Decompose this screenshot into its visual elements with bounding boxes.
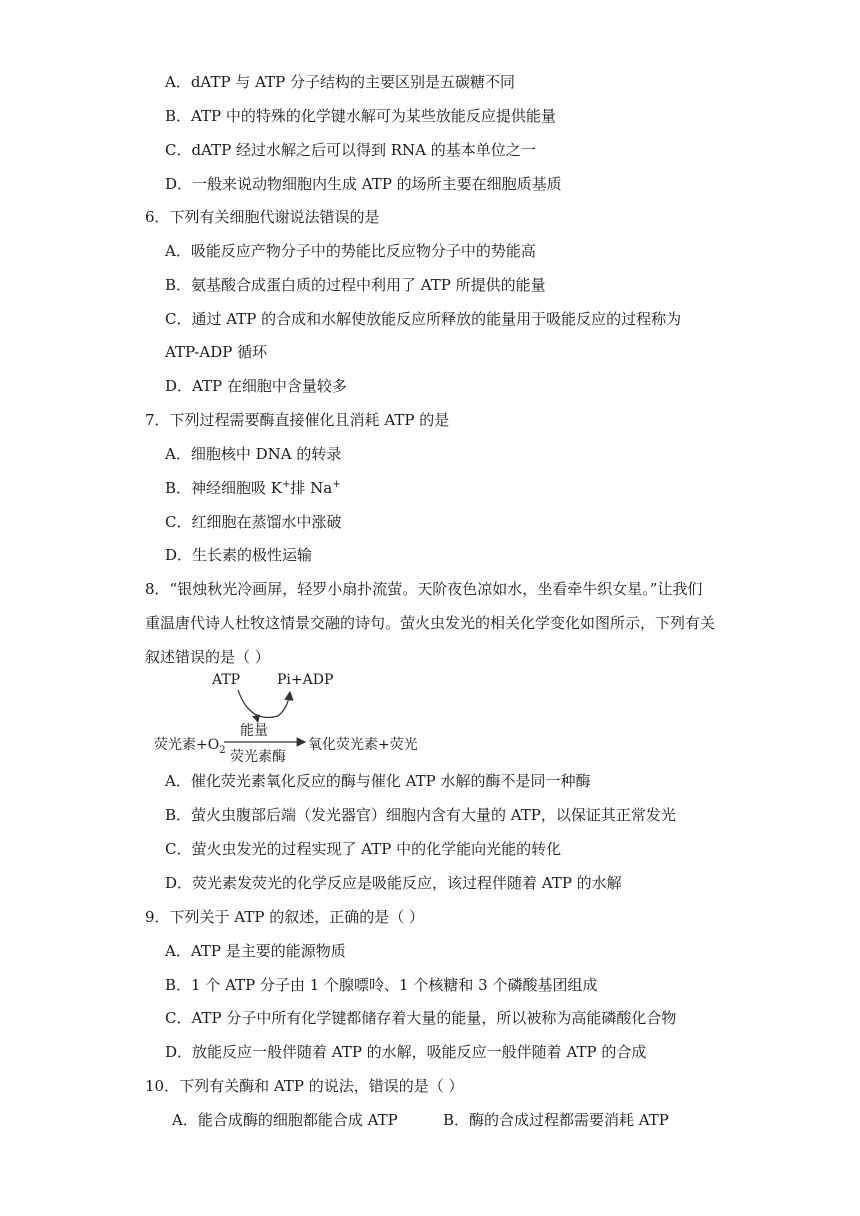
q8-stem-line-2: 重温唐代诗人杜牧这情景交融的诗句。萤火虫发光的相关化学变化如图所示，下列有关 (145, 614, 716, 632)
superscript-plus: + (282, 479, 291, 490)
q6-option-c-continued: ATP-ADP 循环 (165, 343, 268, 361)
diagram-pi-adp-label: Pi+ADP (277, 672, 334, 688)
q7-option-d: D．生长素的极性运输 (165, 546, 313, 564)
q10-stem: 10．下列有关酶和 ATP 的说法，错误的是（ ） (145, 1077, 464, 1095)
q7-b-text-1: B．神经细胞吸 K (165, 479, 282, 497)
diagram-energy-label: 能量 (240, 723, 268, 739)
diagram-right-products: 氧化荧光素+荧光 (308, 737, 418, 753)
q7-option-a: A．细胞核中 DNA 的转录 (165, 445, 342, 463)
q7-option-c: C．红细胞在蒸馏水中涨破 (165, 513, 342, 531)
q8-option-d: D．荧光素发荧光的化学反应是吸能反应，该过程伴随着 ATP 的水解 (165, 874, 622, 892)
diagram-luciferin-o2: 荧光素+O (154, 737, 220, 753)
q7-b-text-2: 排 Na (290, 479, 333, 497)
diagram-left-reactants (154, 734, 226, 754)
q6-option-a: A．吸能反应产物分子中的势能比反应物分子中的势能高 (165, 242, 536, 260)
q9-stem: 9．下列关于 ATP 的叙述，正确的是（ ） (145, 908, 424, 926)
superscript-plus: + (332, 479, 341, 490)
q9-option-d: D．放能反应一般伴随着 ATP 的水解，吸能反应一般伴随着 ATP 的合成 (165, 1043, 647, 1061)
q5-option-c: C．dATP 经过水解之后可以得到 RNA 的基本单位之一 (165, 141, 536, 159)
q6-option-d: D．ATP 在细胞中含量较多 (165, 377, 347, 395)
q5-option-d: D．一般来说动物细胞内生成 ATP 的场所主要在细胞质基质 (165, 175, 562, 193)
q6-option-b: B．氨基酸合成蛋白质的过程中利用了 ATP 所提供的能量 (165, 276, 546, 294)
q6-stem: 6．下列有关细胞代谢说法错误的是 (145, 208, 380, 226)
q8-option-b: B．萤火虫腹部后端（发光器官）细胞内含有大量的 ATP，以保证其正常发光 (165, 806, 676, 824)
q7-option-b (165, 478, 341, 498)
q7-stem: 7．下列过程需要酶直接催化且消耗 ATP 的是 (145, 411, 450, 429)
q8-option-a: A．催化荧光素氧化反应的酶与催化 ATP 水解的酶不是同一种酶 (165, 772, 591, 790)
q8-stem-line-3: 叙述错误的是（ ） (145, 648, 270, 666)
q8-stem-line-1: 8．“银烛秋光冷画屏，轻罗小扇扑流萤。天阶夜色凉如水，坐看牵牛织女星。”让我们 (145, 580, 703, 598)
q9-option-a: A．ATP 是主要的能源物质 (165, 942, 346, 960)
diagram-enzyme-label: 荧光素酶 (230, 749, 286, 765)
q5-option-b: B．ATP 中的特殊的化学键水解可为某些放能反应提供能量 (165, 107, 556, 125)
firefly-reaction-diagram (150, 668, 418, 765)
q9-option-c: C．ATP 分子中所有化学键都储存着大量的能量，所以被称为高能磷酸化合物 (165, 1009, 677, 1027)
q6-option-c: C．通过 ATP 的合成和水解使放能反应所释放的能量用于吸能反应的过程称为 (165, 310, 682, 328)
q10-option-b: B．酶的合成过程都需要消耗 ATP (443, 1111, 669, 1129)
subscript-2: 2 (219, 744, 226, 756)
diagram-atp-label: ATP (212, 672, 241, 688)
q9-option-b: B．1 个 ATP 分子由 1 个腺嘌呤、1 个核糖和 3 个磷酸基团组成 (165, 976, 598, 994)
q10-option-a: A．能合成酶的细胞都能合成 ATP (172, 1111, 398, 1129)
curved-arrow (238, 690, 290, 718)
q8-option-c: C．萤火虫发光的过程实现了 ATP 中的化学能向光能的转化 (165, 840, 562, 858)
q5-option-a: A．dATP 与 ATP 分子结构的主要区别是五碳糖不同 (165, 73, 515, 91)
